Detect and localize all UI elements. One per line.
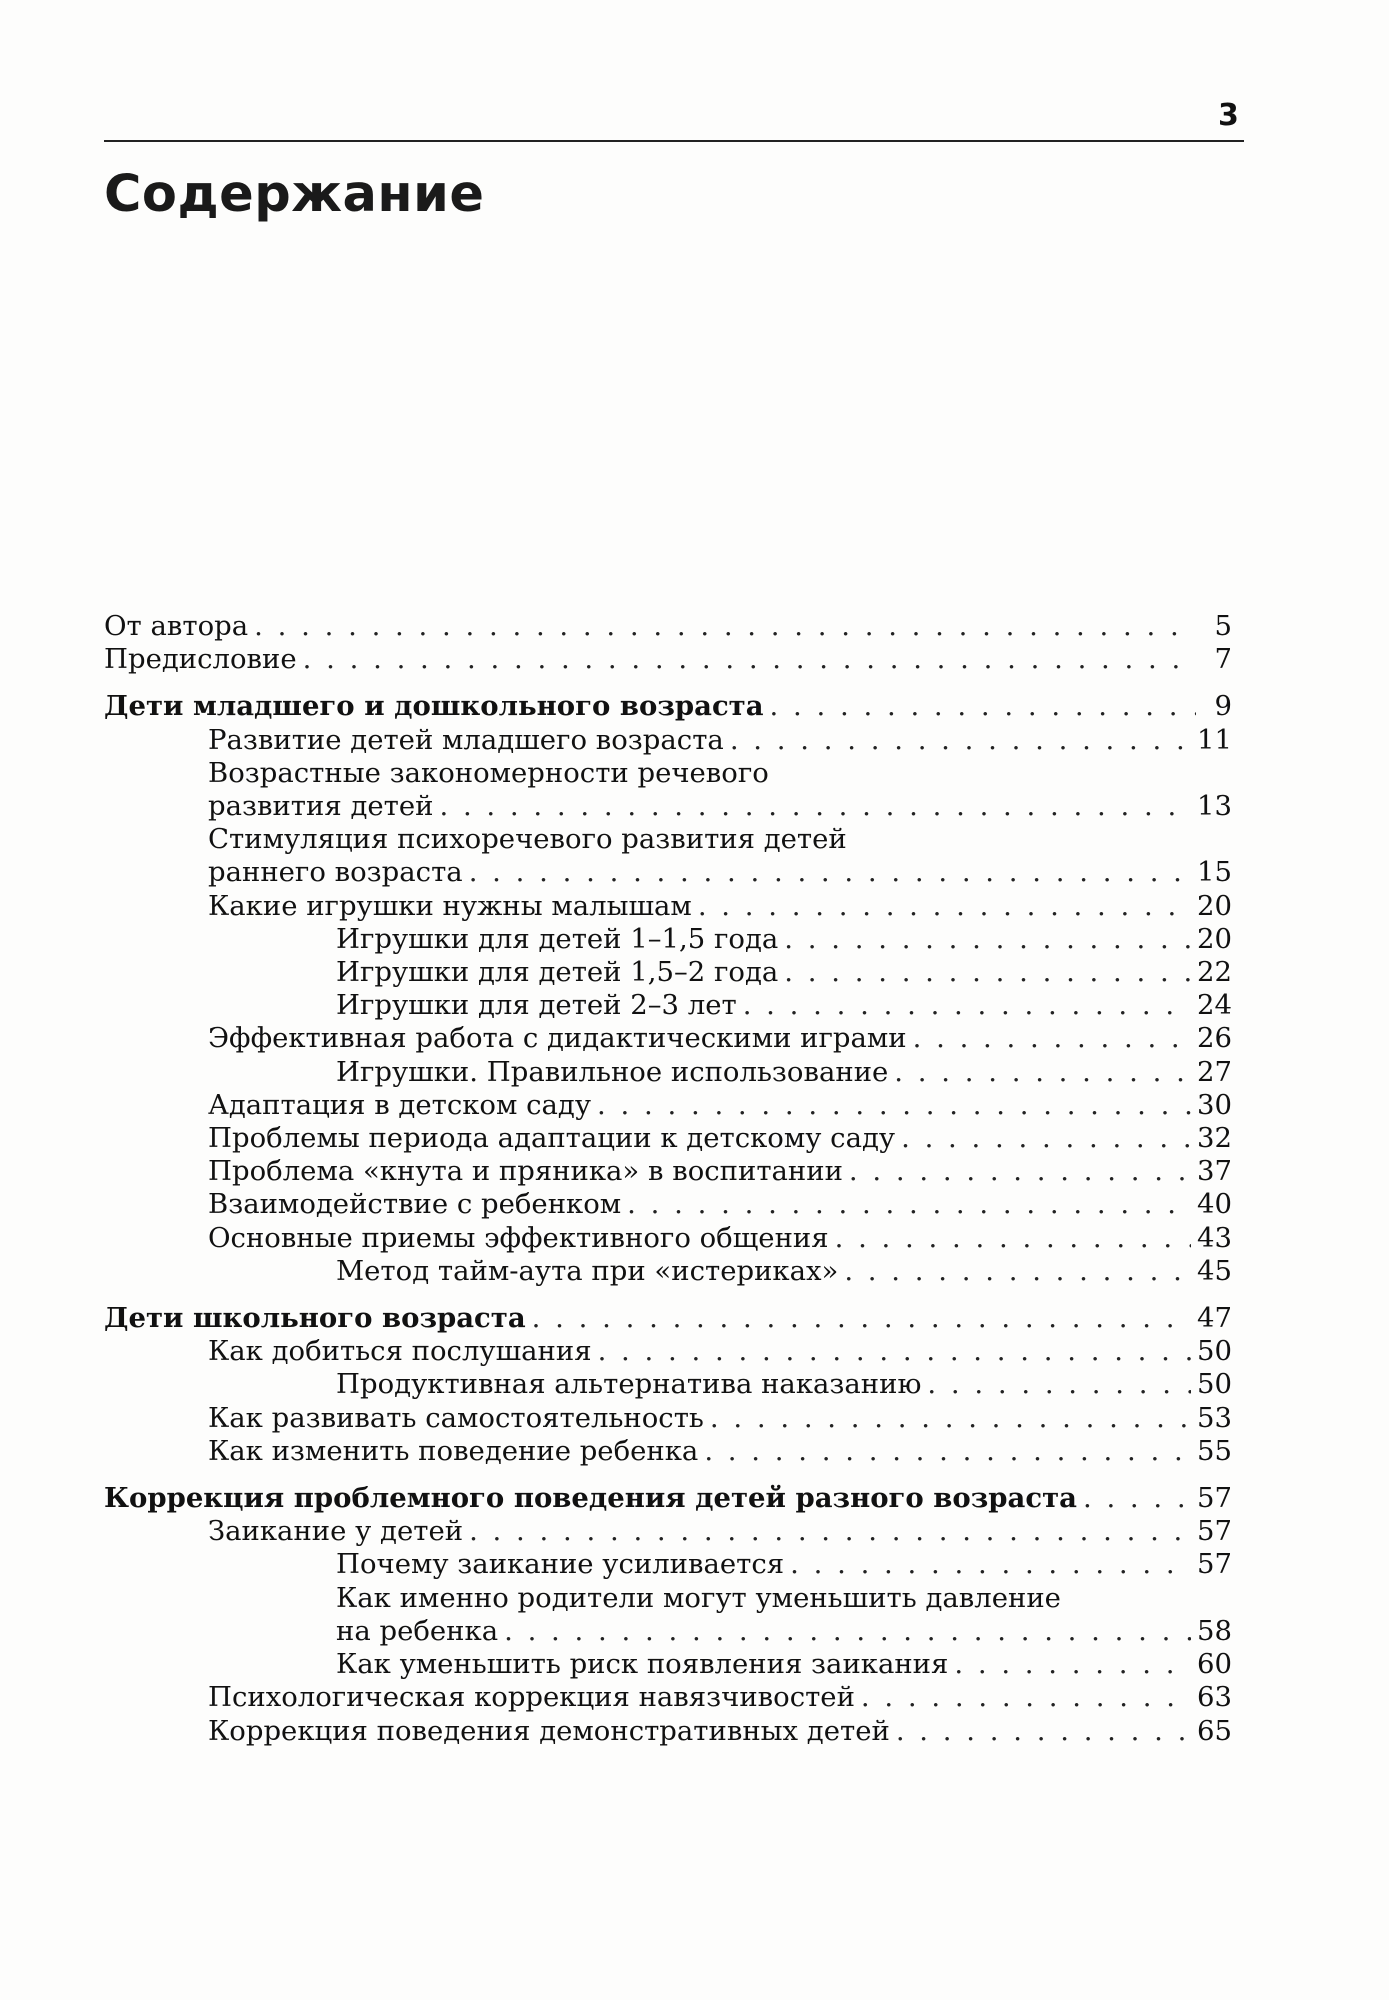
- toc-entry-page: 57: [1197, 1482, 1232, 1515]
- toc-entry-page: 43: [1197, 1221, 1232, 1254]
- leader-dots: [861, 1681, 1191, 1714]
- toc-entry-title: Возрастные закономерности речевого: [208, 756, 769, 789]
- toc-entry-title: От автора: [104, 610, 249, 642]
- toc-entry-title: Игрушки для детей 1,5–2 года: [336, 956, 779, 989]
- toc-entry[interactable]: [104, 1089, 1232, 1122]
- toc-entry[interactable]: [104, 1155, 1232, 1188]
- toc-entry[interactable]: [104, 1368, 1232, 1401]
- toc-entry-page: 15: [1197, 856, 1232, 889]
- leader-dots: [1083, 1482, 1191, 1515]
- leader-dots: [835, 1222, 1191, 1255]
- toc-entry-page: 53: [1197, 1401, 1232, 1434]
- toc-entry-title: Эффективная работа с дидактическими играми: [208, 1022, 907, 1055]
- leader-dots: [698, 890, 1191, 923]
- toc-entry-title: на ребенка: [336, 1614, 499, 1647]
- toc-entry-title: Продуктивная альтернатива наказанию: [336, 1368, 922, 1401]
- toc-entry[interactable]: [104, 1255, 1232, 1288]
- toc-entry-title: Психологическая коррекция навязчивостей: [208, 1681, 855, 1714]
- toc-entry[interactable]: [104, 1548, 1232, 1581]
- toc-entry-page: 57: [1197, 1548, 1232, 1581]
- toc-entry[interactable]: [104, 890, 1232, 923]
- leader-dots: [254, 610, 1196, 643]
- toc-entry-page: 57: [1197, 1515, 1232, 1548]
- toc-entry-title: Игрушки. Правильное использование: [336, 1055, 889, 1088]
- toc-entry-title: развития детей: [208, 790, 434, 823]
- toc-entry-title: Как уменьшить риск появления заикания: [336, 1648, 949, 1681]
- section-gap: [104, 676, 1232, 690]
- leader-dots: [927, 1368, 1191, 1401]
- toc-section[interactable]: [104, 1302, 1232, 1335]
- toc-entry-page: 13: [1197, 790, 1232, 823]
- toc-entry[interactable]: [104, 989, 1232, 1022]
- section-gap: [104, 1468, 1232, 1482]
- toc-entry-page: 22: [1197, 956, 1232, 989]
- leader-dots: [598, 1335, 1191, 1368]
- toc-entry[interactable]: [104, 1022, 1232, 1055]
- toc-entry[interactable]: [104, 1715, 1232, 1748]
- toc-entry-page: 30: [1197, 1088, 1232, 1121]
- toc-entry-title: Как добиться послушания: [208, 1335, 592, 1368]
- toc-entry[interactable]: [104, 1335, 1232, 1368]
- toc-entry-page: 47: [1197, 1302, 1232, 1335]
- leader-dots: [469, 856, 1191, 889]
- toc-entry-page: 45: [1197, 1254, 1232, 1287]
- toc-entry-title: Основные приемы эффективного общения: [208, 1221, 829, 1254]
- header-rule: [104, 140, 1244, 142]
- toc-entry-page: 37: [1197, 1155, 1232, 1188]
- leader-dots: [894, 1056, 1191, 1089]
- toc-entry-title: Как изменить поведение ребенка: [208, 1434, 699, 1467]
- toc-entry[interactable]: [104, 1615, 1232, 1648]
- toc-entry-page: 65: [1197, 1714, 1232, 1747]
- toc-entry-page: 27: [1197, 1055, 1232, 1088]
- toc-entry[interactable]: [104, 1648, 1232, 1681]
- toc-entry-title: Игрушки для детей 1–1,5 года: [336, 922, 779, 955]
- toc-entry-page: 5: [1214, 610, 1232, 642]
- toc-entry[interactable]: [104, 724, 1232, 757]
- toc-entry-title: Взаимодействие с ребенком: [208, 1188, 622, 1221]
- toc-entry[interactable]: [104, 1222, 1232, 1255]
- toc-entry-page: 60: [1197, 1648, 1232, 1681]
- toc-entry-page: 63: [1197, 1681, 1232, 1714]
- toc-entry-title: Предисловие: [104, 643, 297, 676]
- toc-entry-page: 58: [1197, 1614, 1232, 1647]
- toc-entry-title: Как развивать самостоятельность: [208, 1401, 704, 1434]
- toc-section[interactable]: [104, 643, 1232, 676]
- leader-dots: [627, 1188, 1191, 1221]
- leader-dots: [439, 790, 1191, 823]
- toc-entry-title: Почему заикание усиливается: [336, 1548, 785, 1581]
- leader-dots: [954, 1648, 1191, 1681]
- toc-entry[interactable]: [104, 757, 1232, 790]
- toc-entry-page: 50: [1197, 1335, 1232, 1368]
- toc-entry[interactable]: [104, 1402, 1232, 1435]
- leader-dots: [784, 956, 1191, 989]
- toc-entry-page: 20: [1197, 922, 1232, 955]
- leader-dots: [303, 643, 1196, 676]
- toc-entry-title: раннего возраста: [208, 856, 463, 889]
- leader-dots: [790, 1548, 1191, 1581]
- toc-entry-title: Дети школьного возраста: [104, 1302, 526, 1335]
- toc-entry-page: 32: [1197, 1122, 1232, 1155]
- leader-dots: [730, 724, 1191, 757]
- toc-entry-title: Какие игрушки нужны малышам: [208, 889, 692, 922]
- leader-dots: [844, 1255, 1191, 1288]
- toc-section[interactable]: [104, 1482, 1232, 1515]
- leader-dots: [710, 1402, 1191, 1435]
- toc-entry[interactable]: [104, 823, 1232, 856]
- toc-entry-title: Игрушки для детей 2–3 лет: [336, 989, 737, 1022]
- leader-dots: [784, 923, 1191, 956]
- toc-entry-title: Проблема «кнута и пряника» в воспитании: [208, 1155, 843, 1188]
- toc-entry-title: Проблемы периода адаптации к детскому саду: [208, 1122, 896, 1155]
- leader-dots: [770, 690, 1196, 723]
- toc-entry-title: Стимуляция психоречевого развития детей: [208, 823, 847, 856]
- toc-entry-page: 26: [1197, 1022, 1232, 1055]
- toc-entry-page: 20: [1197, 889, 1232, 922]
- leader-dots: [901, 1122, 1191, 1155]
- toc-entry-page: 55: [1197, 1434, 1232, 1467]
- toc-entry-title: Адаптация в детском саду: [208, 1088, 592, 1121]
- leader-dots: [849, 1155, 1191, 1188]
- table-of-contents: [104, 610, 1232, 1748]
- toc-entry-page: 11: [1197, 723, 1232, 756]
- toc-entry-title: Коррекция поведения демонстративных детей: [208, 1714, 890, 1747]
- toc-entry-title: Как именно родители могут уменьшить давление: [336, 1581, 1061, 1614]
- toc-entry[interactable]: [104, 923, 1232, 956]
- leader-dots: [704, 1435, 1191, 1468]
- toc-entry-page: 9: [1214, 690, 1232, 723]
- page-number: 3: [1218, 98, 1239, 133]
- toc-entry[interactable]: [104, 1681, 1232, 1714]
- toc-entry-page: 40: [1197, 1188, 1232, 1221]
- leader-dots: [469, 1515, 1191, 1548]
- toc-entry-title: Дети младшего и дошкольного возраста: [104, 690, 764, 723]
- toc-entry[interactable]: [104, 1582, 1232, 1615]
- toc-entry-title: Метод тайм-аута при «истериках»: [336, 1254, 839, 1287]
- toc-entry-page: 24: [1197, 989, 1232, 1022]
- page-title: Содержание: [104, 165, 485, 224]
- toc-section[interactable]: [104, 690, 1232, 723]
- toc-section[interactable]: [104, 610, 1232, 643]
- toc-entry-title: Развитие детей младшего возраста: [208, 723, 724, 756]
- toc-entry[interactable]: [104, 1056, 1232, 1089]
- toc-entry[interactable]: [104, 790, 1232, 823]
- section-gap: [104, 1288, 1232, 1302]
- leader-dots: [896, 1715, 1191, 1748]
- toc-entry-page: 50: [1197, 1368, 1232, 1401]
- toc-entry[interactable]: [104, 956, 1232, 989]
- toc-entry-title: Коррекция проблемного поведения детей разного возраста: [104, 1482, 1077, 1515]
- toc-entry[interactable]: [104, 1122, 1232, 1155]
- leader-dots: [913, 1022, 1191, 1055]
- leader-dots: [743, 989, 1191, 1022]
- leader-dots: [504, 1615, 1191, 1648]
- leader-dots: [597, 1089, 1191, 1122]
- leader-dots: [532, 1302, 1191, 1335]
- toc-entry-title: Заикание у детей: [208, 1515, 464, 1548]
- toc-entry[interactable]: [104, 1435, 1232, 1468]
- toc-entry[interactable]: [104, 1188, 1232, 1221]
- toc-entry[interactable]: [104, 856, 1232, 889]
- toc-entry[interactable]: [104, 1515, 1232, 1548]
- toc-entry-page: 7: [1214, 643, 1232, 676]
